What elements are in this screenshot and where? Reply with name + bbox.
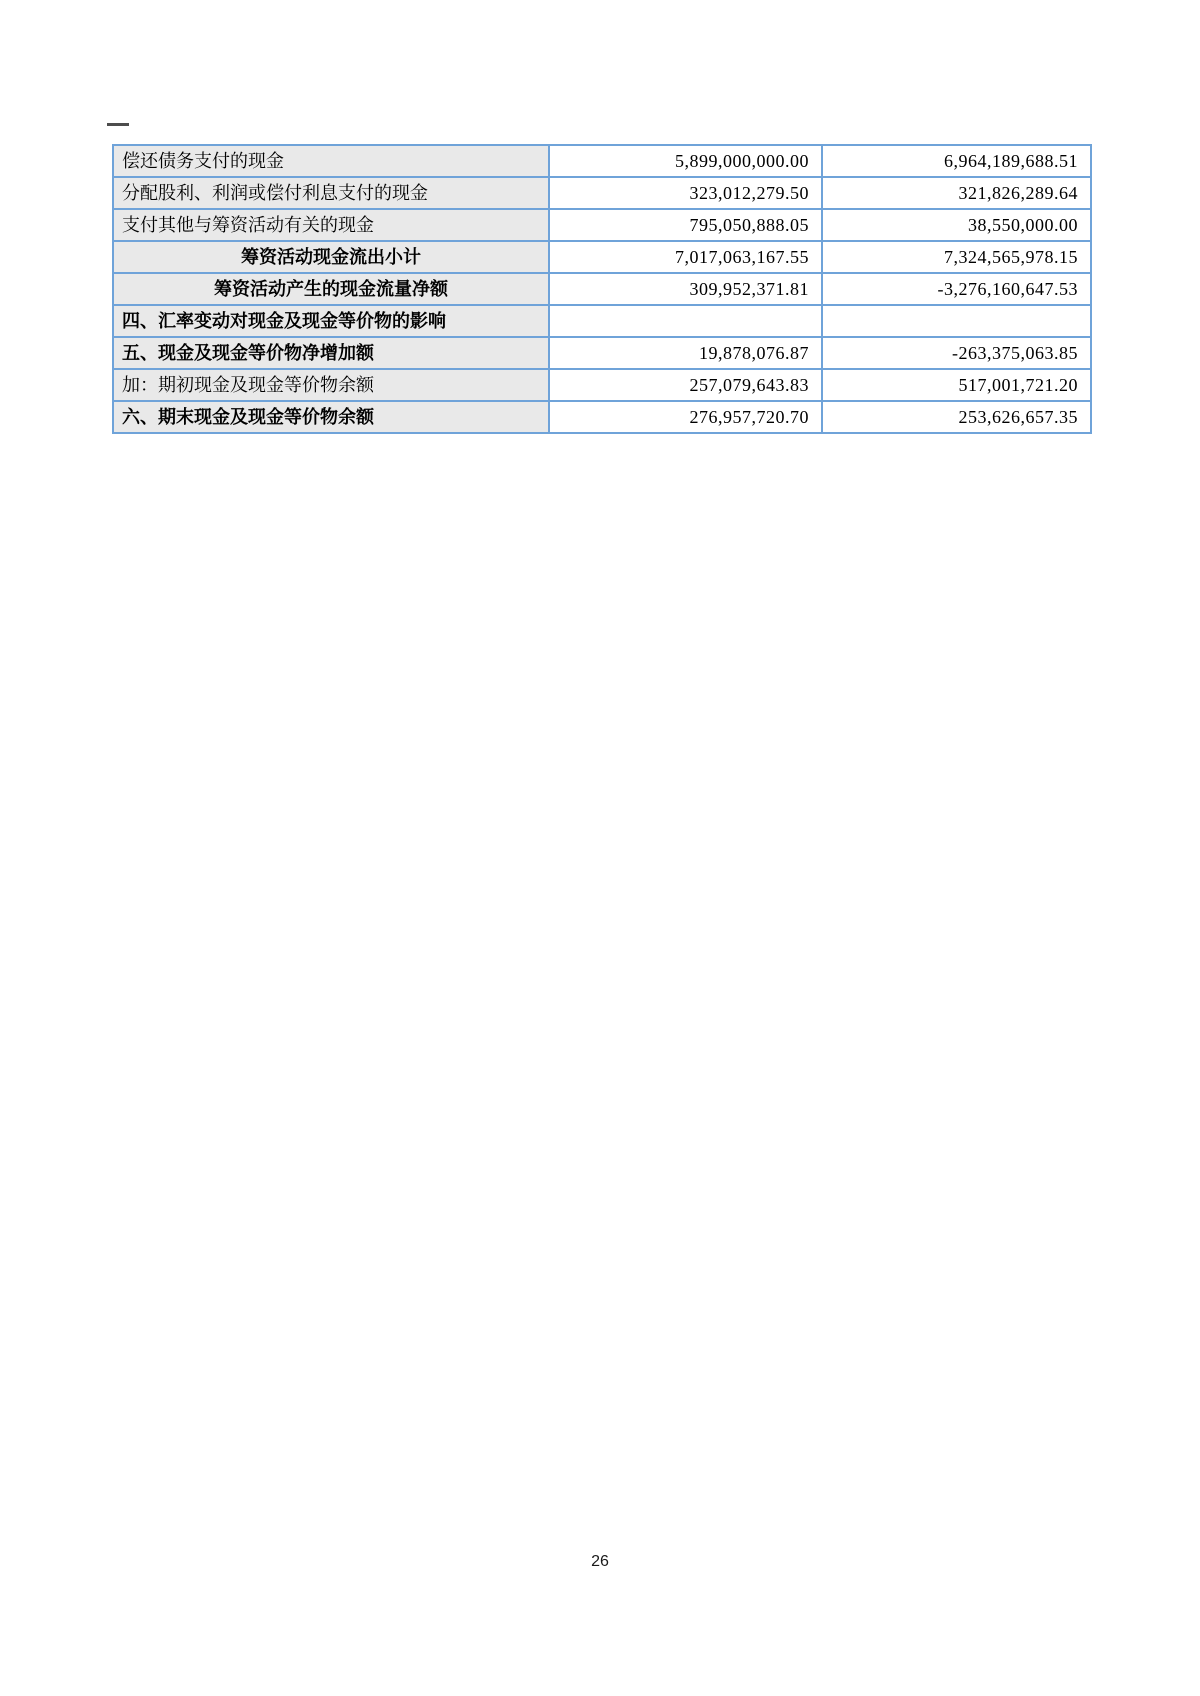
amount-previous-cell: 38,550,000.00 <box>822 209 1091 241</box>
amount-current-cell: 323,012,279.50 <box>549 177 822 209</box>
row-label-cell: 加：期初现金及现金等价物余额 <box>113 369 549 401</box>
amount-previous-cell: 6,964,189,688.51 <box>822 145 1091 177</box>
table-row <box>113 177 1091 209</box>
amount-previous-cell: -263,375,063.85 <box>822 337 1091 369</box>
row-label-cell: 五、现金及现金等价物净增加额 <box>113 337 549 369</box>
row-label-cell: 筹资活动现金流出小计 <box>113 241 549 273</box>
amount-current-cell <box>549 305 822 337</box>
cash-flow-table <box>112 144 1092 434</box>
amount-current-cell: 19,878,076.87 <box>549 337 822 369</box>
amount-current-cell: 276,957,720.70 <box>549 401 822 433</box>
row-label-cell: 分配股利、利润或偿付利息支付的现金 <box>113 177 549 209</box>
amount-current-cell: 257,079,643.83 <box>549 369 822 401</box>
financial-table-body <box>113 145 1091 433</box>
row-label-cell: 支付其他与筹资活动有关的现金 <box>113 209 549 241</box>
page-number: 26 <box>591 1553 609 1570</box>
table-row <box>113 305 1091 337</box>
amount-previous-cell: 517,001,721.20 <box>822 369 1091 401</box>
amount-current-cell: 309,952,371.81 <box>549 273 822 305</box>
row-label-cell: 偿还债务支付的现金 <box>113 145 549 177</box>
table-row <box>113 273 1091 305</box>
table-row <box>113 209 1091 241</box>
row-label-cell: 四、汇率变动对现金及现金等价物的影响 <box>113 305 549 337</box>
row-label-cell: 筹资活动产生的现金流量净额 <box>113 273 549 305</box>
amount-previous-cell <box>822 305 1091 337</box>
table-row <box>113 369 1091 401</box>
amount-previous-cell: 321,826,289.64 <box>822 177 1091 209</box>
table-row <box>113 401 1091 433</box>
amount-current-cell: 7,017,063,167.55 <box>549 241 822 273</box>
cash-flow-table-container <box>112 144 1092 434</box>
stray-border-fragment <box>107 123 129 126</box>
amount-current-cell: 795,050,888.05 <box>549 209 822 241</box>
amount-current-cell: 5,899,000,000.00 <box>549 145 822 177</box>
amount-previous-cell: -3,276,160,647.53 <box>822 273 1091 305</box>
amount-previous-cell: 7,324,565,978.15 <box>822 241 1091 273</box>
table-row <box>113 241 1091 273</box>
row-label-cell: 六、期末现金及现金等价物余额 <box>113 401 549 433</box>
table-row <box>113 145 1091 177</box>
amount-previous-cell: 253,626,657.35 <box>822 401 1091 433</box>
table-row <box>113 337 1091 369</box>
